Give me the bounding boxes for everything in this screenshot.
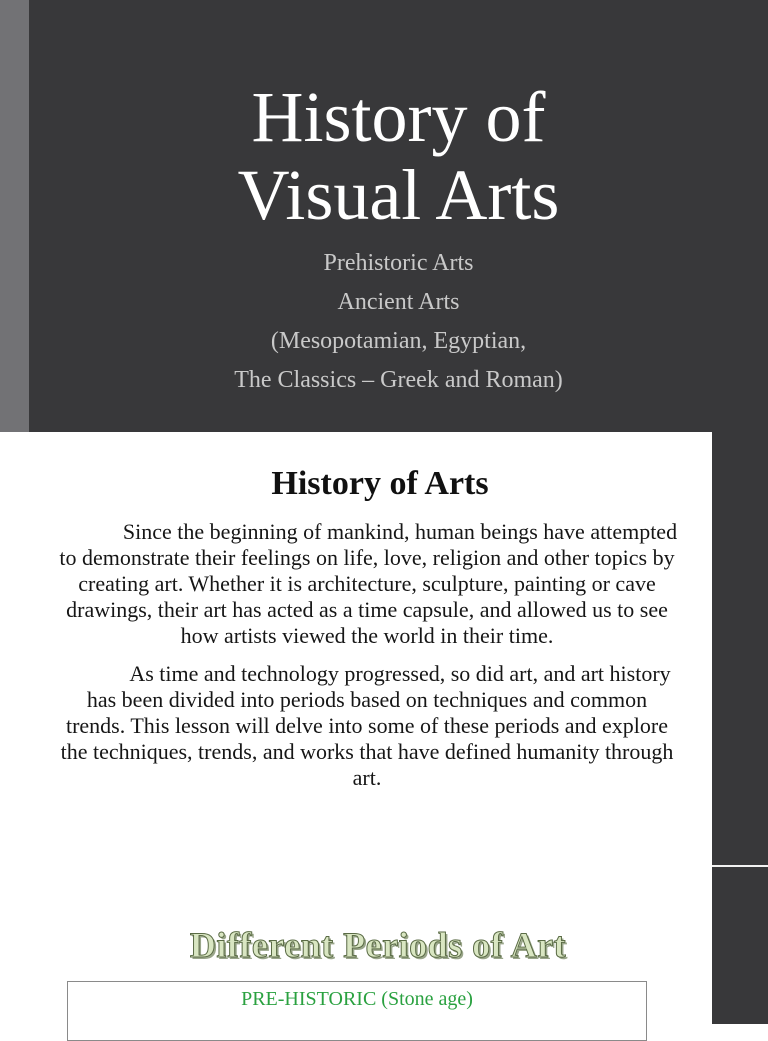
period-label: PRE-HISTORIC (Stone age) xyxy=(241,988,473,1010)
subtitle-line-3: (Mesopotamian, Egyptian, xyxy=(270,328,527,354)
paragraph-2 xyxy=(56,661,678,791)
title-slide xyxy=(0,0,768,432)
slide-title-line-1: History of xyxy=(251,77,546,157)
paragraph-1-text: Since the beginning of mankind, human beings have attempted to demonstrate their feelings on life, love, religion and other topics by creating art. Whether it is architecture, sculpture, painting or cave drawings, their art has acted as a time capsule, and allowed us to see how artists viewed the world in their time. xyxy=(59,519,678,648)
accent-bar xyxy=(0,0,29,432)
slide-subtitle xyxy=(29,244,768,400)
history-slide xyxy=(0,432,768,865)
periods-heading: Different Periods of Art xyxy=(189,925,567,965)
slide-title xyxy=(29,78,768,234)
periods-slide xyxy=(0,867,768,1024)
paragraph-2-text: As time and technology progressed, so did art, and art history has been divided into periods based on techniques and common trends. This lesson will delve into some of these periods and explore the techniques, trends, and works that have defined humanity through art. xyxy=(60,661,674,790)
subtitle-line-2: Ancient Arts xyxy=(337,289,460,315)
slide-title-line-2: Visual Arts xyxy=(237,155,560,235)
period-box xyxy=(67,981,647,1041)
paragraph-1 xyxy=(56,519,678,649)
section-body xyxy=(56,519,678,803)
subtitle-line-4: The Classics – Greek and Roman) xyxy=(234,367,563,393)
subtitle-line-1: Prehistoric Arts xyxy=(323,250,474,276)
section-heading: History of Arts xyxy=(271,465,489,502)
